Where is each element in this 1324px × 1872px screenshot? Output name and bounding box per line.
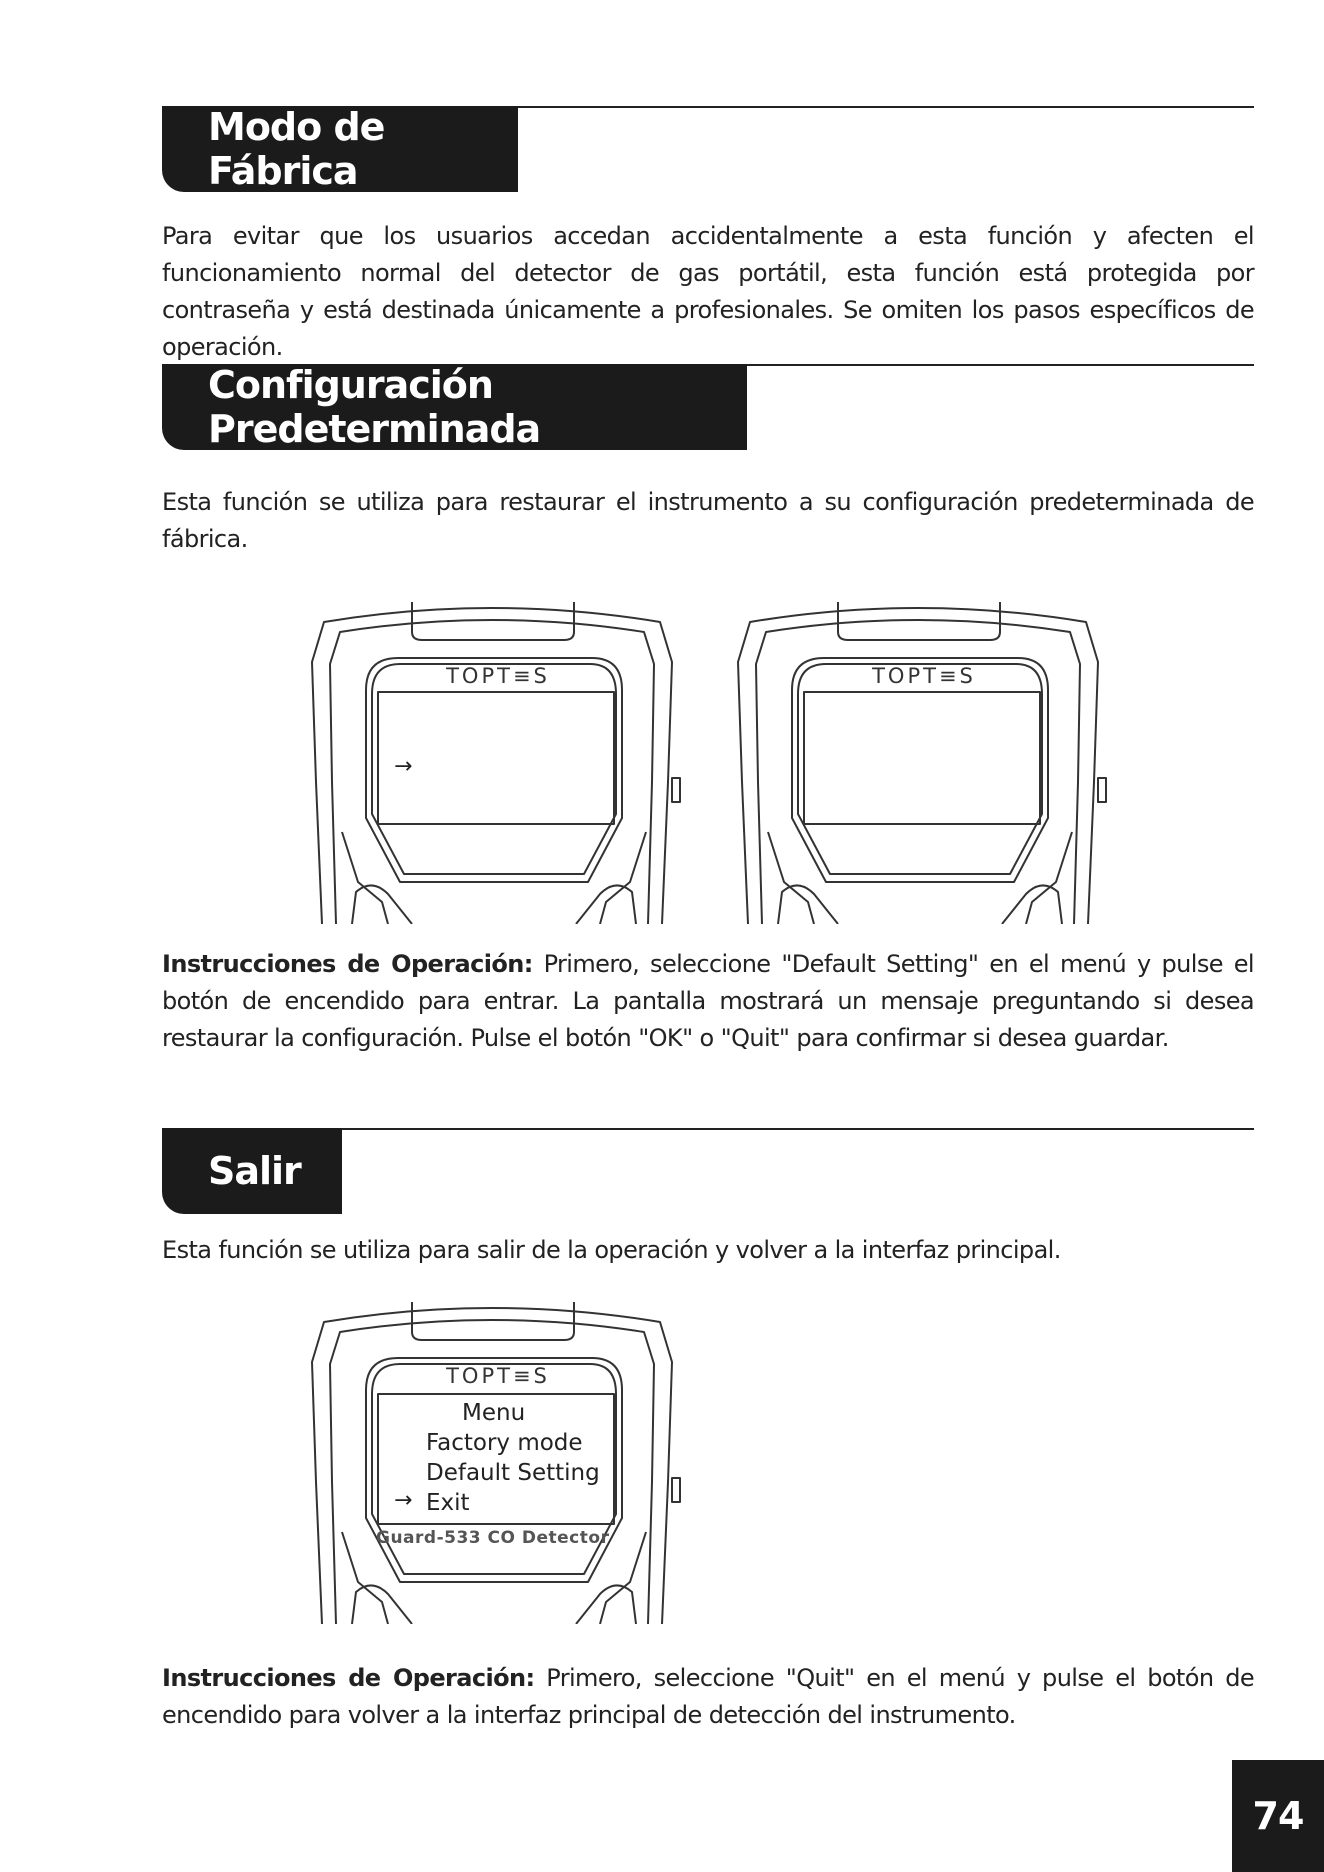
exit-instructions <box>162 1660 1254 1734</box>
section-title: Salir <box>162 1128 342 1214</box>
device-outline <box>728 602 1112 924</box>
brand-logo: TOPT≡S <box>872 664 976 688</box>
section-title: Modo de Fábrica <box>162 106 518 192</box>
instructions-text: Primero, seleccione "Default Setting" en el menú y pulse el botón de encendido para entrar. La pantalla mostrará un mensaje preguntando si desea restaurar la configuración. Pulse el botón "OK" o "Quit" para confirmar si desea guardar. <box>162 950 1254 1052</box>
default-setting-description: Esta función se utiliza para restaurar el instrumento a su configuración predeterminada de fábrica. <box>162 488 1254 553</box>
selection-arrow-icon: → <box>394 754 413 779</box>
default-setting-instructions <box>162 946 1254 1057</box>
section-header-default-setting <box>162 364 1254 450</box>
menu-title: Menu <box>462 1400 526 1426</box>
section-header-factory-mode <box>162 106 1254 192</box>
section-title: Configuración Predeterminada <box>162 364 747 450</box>
exit-description: Esta función se utiliza para salir de la operación y volver a la interfaz principal. <box>162 1236 1061 1264</box>
brand-logo: TOPT≡S <box>446 664 550 688</box>
device-illustration-3 <box>302 1302 686 1624</box>
instructions-text: Primero, seleccione "Quit" en el menú y pulse el botón de encendido para volver a la interfaz principal de detección del instrumento. <box>162 1664 1255 1729</box>
device-illustration-1 <box>302 602 686 924</box>
menu-item-exit: Exit <box>426 1490 470 1516</box>
instructions-lead: Instrucciones de Operación: <box>162 950 533 978</box>
section-header-exit <box>162 1128 1254 1214</box>
factory-mode-description: Para evitar que los usuarios accedan accidentalmente a esta función y afecten el funcionamiento normal del detector de gas portátil, esta función está protegida por contraseña y está destinada únicamente a profesionales. Se omiten los pasos específicos de operación. <box>162 222 1254 361</box>
menu-item-default-setting: Default Setting <box>426 1460 600 1486</box>
page-number: 74 <box>1232 1760 1324 1872</box>
brand-logo: TOPT≡S <box>446 1364 550 1388</box>
model-label: Guard-533 CO Detector <box>376 1528 610 1548</box>
device-illustration-2 <box>728 602 1112 924</box>
device-outline <box>302 602 686 924</box>
menu-item-factory-mode: Factory mode <box>426 1430 583 1456</box>
instructions-lead: Instrucciones de Operación: <box>162 1664 535 1692</box>
selection-arrow-icon: → <box>394 1488 413 1513</box>
